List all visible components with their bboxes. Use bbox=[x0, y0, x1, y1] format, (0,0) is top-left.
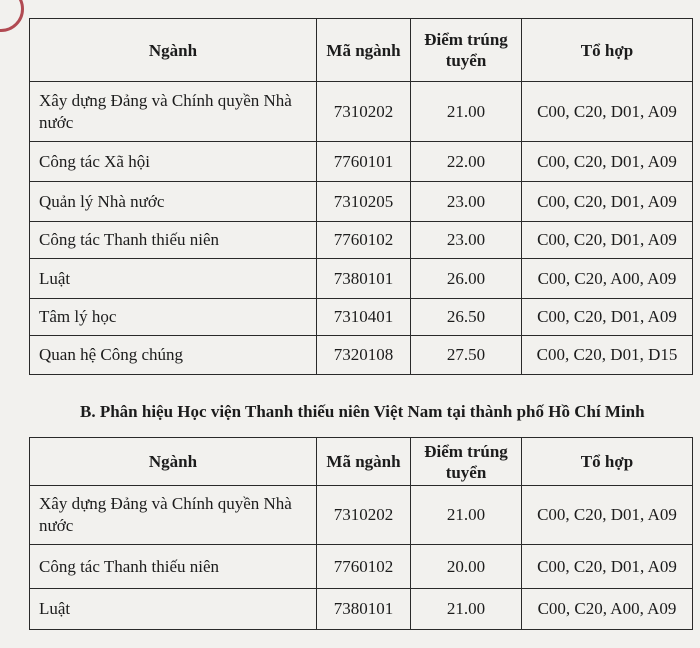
cell-diem: 21.00 bbox=[411, 589, 522, 630]
header-diem: Điểm trúng tuyển bbox=[411, 438, 522, 486]
cell-nganh: Tâm lý học bbox=[30, 299, 317, 336]
table-row bbox=[30, 299, 693, 336]
cell-to-hop: C00, C20, D01, A09 bbox=[522, 222, 693, 259]
cell-diem: 23.00 bbox=[411, 182, 522, 222]
cell-ma-nganh: 7320108 bbox=[317, 336, 411, 375]
cell-to-hop: C00, C20, D01, A09 bbox=[522, 182, 693, 222]
cell-ma-nganh: 7310205 bbox=[317, 182, 411, 222]
cell-to-hop: C00, C20, D01, D15 bbox=[522, 336, 693, 375]
cell-diem: 27.50 bbox=[411, 336, 522, 375]
cell-diem: 26.50 bbox=[411, 299, 522, 336]
cell-diem: 22.00 bbox=[411, 142, 522, 182]
cell-ma-nganh: 7760102 bbox=[317, 222, 411, 259]
cell-nganh: Quản lý Nhà nước bbox=[30, 182, 317, 222]
cell-nganh: Luật bbox=[30, 589, 317, 630]
cell-nganh: Công tác Thanh thiếu niên bbox=[30, 222, 317, 259]
table-b-body bbox=[30, 486, 693, 630]
cell-ma-nganh: 7380101 bbox=[317, 259, 411, 299]
admission-table-b bbox=[29, 437, 693, 630]
cell-nganh: Công tác Thanh thiếu niên bbox=[30, 545, 317, 589]
header-ma-nganh: Mã ngành bbox=[317, 438, 411, 486]
cell-diem: 21.00 bbox=[411, 82, 522, 142]
cell-nganh: Xây dựng Đảng và Chính quyền Nhà nước bbox=[30, 486, 317, 545]
cell-to-hop: C00, C20, A00, A09 bbox=[522, 259, 693, 299]
header-to-hop: Tổ hợp bbox=[522, 438, 693, 486]
cell-diem: 23.00 bbox=[411, 222, 522, 259]
cell-nganh: Luật bbox=[30, 259, 317, 299]
table-row bbox=[30, 486, 693, 545]
section-b-title: B. Phân hiệu Học viện Thanh thiếu niên Việt Nam tại thành phố Hồ Chí Minh bbox=[80, 402, 645, 421]
header-to-hop: Tổ hợp bbox=[522, 19, 693, 82]
header-ma-nganh: Mã ngành bbox=[317, 19, 411, 82]
table-row bbox=[30, 336, 693, 375]
cell-to-hop: C00, C20, D01, A09 bbox=[522, 299, 693, 336]
table-row bbox=[30, 545, 693, 589]
cell-ma-nganh: 7310401 bbox=[317, 299, 411, 336]
cell-nganh: Xây dựng Đảng và Chính quyền Nhà nước bbox=[30, 82, 317, 142]
cell-to-hop: C00, C20, D01, A09 bbox=[522, 82, 693, 142]
cell-nganh: Công tác Xã hội bbox=[30, 142, 317, 182]
table-row bbox=[30, 142, 693, 182]
cell-diem: 20.00 bbox=[411, 545, 522, 589]
header-nganh: Ngành bbox=[30, 438, 317, 486]
cell-ma-nganh: 7380101 bbox=[317, 589, 411, 630]
header-nganh: Ngành bbox=[30, 19, 317, 82]
cell-ma-nganh: 7760101 bbox=[317, 142, 411, 182]
seal-stamp-fragment bbox=[0, 0, 24, 32]
cell-to-hop: C00, C20, D01, A09 bbox=[522, 142, 693, 182]
cell-nganh: Quan hệ Công chúng bbox=[30, 336, 317, 375]
admission-table-a bbox=[29, 18, 693, 375]
table-row bbox=[30, 589, 693, 630]
cell-to-hop: C00, C20, D01, A09 bbox=[522, 486, 693, 545]
cell-ma-nganh: 7310202 bbox=[317, 486, 411, 545]
cell-to-hop: C00, C20, D01, A09 bbox=[522, 545, 693, 589]
cell-to-hop: C00, C20, A00, A09 bbox=[522, 589, 693, 630]
table-row bbox=[30, 82, 693, 142]
header-diem: Điểm trúng tuyển bbox=[411, 19, 522, 82]
header-row bbox=[30, 19, 693, 82]
table-row bbox=[30, 182, 693, 222]
table-row bbox=[30, 259, 693, 299]
header-row bbox=[30, 438, 693, 486]
cell-ma-nganh: 7760102 bbox=[317, 545, 411, 589]
cell-diem: 26.00 bbox=[411, 259, 522, 299]
table-a-body bbox=[30, 82, 693, 375]
cell-diem: 21.00 bbox=[411, 486, 522, 545]
table-row bbox=[30, 222, 693, 259]
cell-ma-nganh: 7310202 bbox=[317, 82, 411, 142]
